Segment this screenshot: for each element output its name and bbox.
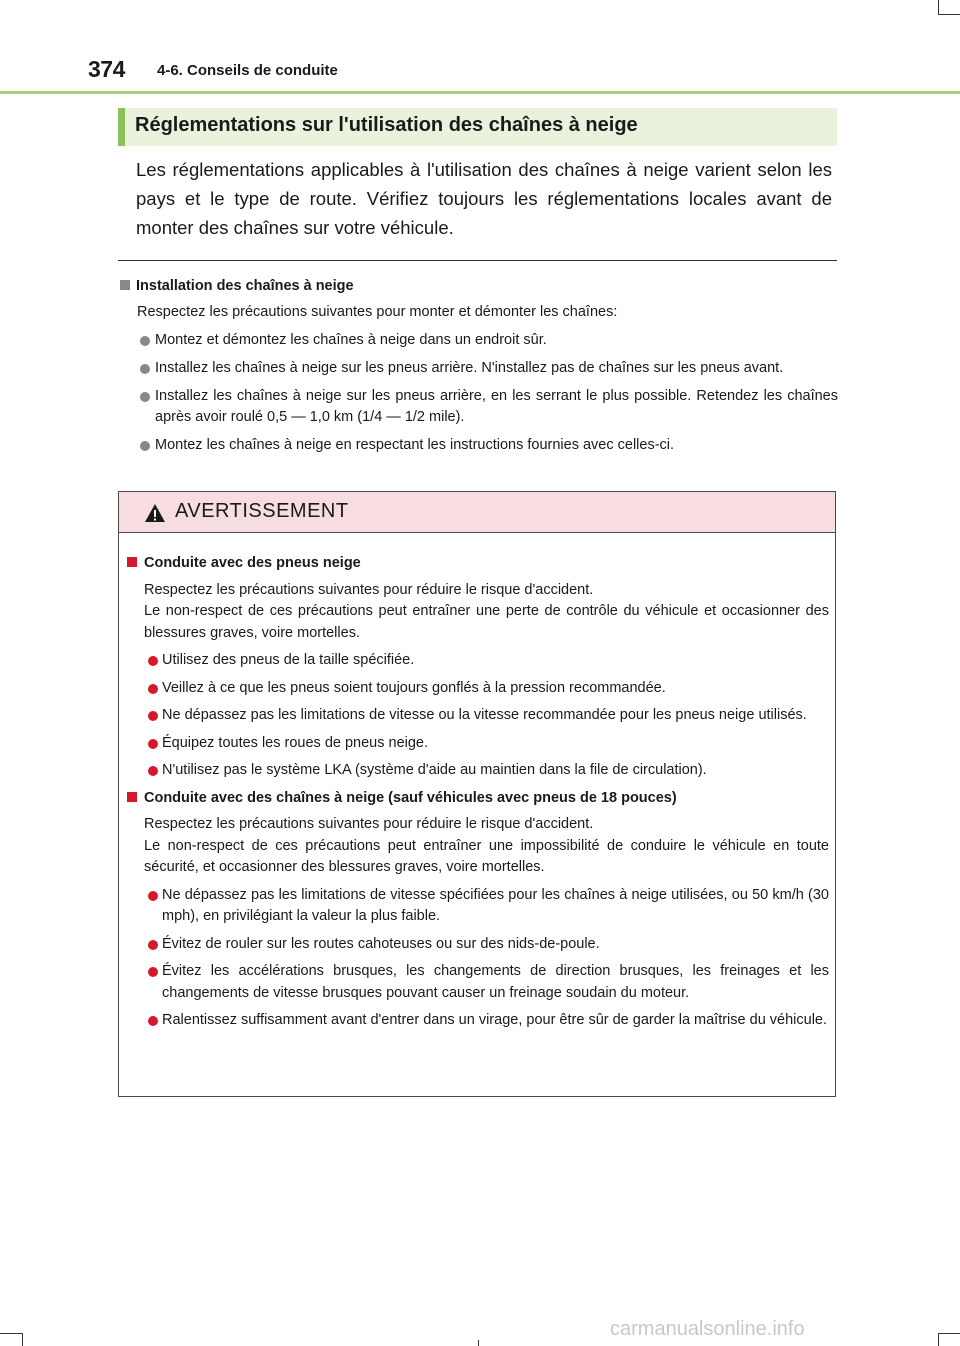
crop-mark [938,14,960,15]
warning-list-text: Ralentissez suffisamment avant d'entrer dans un virage, pour être sûr de garder la maîtrise du véhicule. [162,1012,828,1028]
warning-list-text: Évitez les accélérations brusques, les changements de direction brusques, les freinages et les changements de vitesse brusques pouvant causer un freinage soudain du moteur. [162,963,829,1001]
round-bullet-icon [148,656,158,666]
warning-subheading-text: Conduite avec des chaînes à neige (sauf véhicules avec pneus de 18 pouces) [144,789,677,806]
warning-header [119,492,835,533]
warning-list-text: Ne dépassez pas les limitations de vitesse ou la vitesse recommandée pour les pneus neige utilisés. [162,707,807,723]
crop-mark [0,1333,22,1334]
crop-mark [478,1340,479,1346]
warning-subheading [127,553,829,575]
page-number: 374 [88,56,125,82]
warning-list-item [127,733,829,755]
warning-label: AVERTISSEMENT [175,500,349,522]
footer-watermark: carmanualsonline.info [610,1318,805,1340]
section-divider [118,260,837,261]
warning-list-item [127,934,829,956]
installation-lead: Respectez les précautions suivantes pour monter et démonter les chaînes: [137,304,618,320]
warning-body [119,533,835,1032]
round-bullet-icon [140,441,150,451]
warning-list-text: Équipez toutes les roues de pneus neige. [162,734,429,751]
crop-mark [22,1333,23,1346]
warning-list-text: Évitez de rouler sur les routes cahoteuses ou sur des nids-de-poule. [162,935,600,952]
warning-list-item [127,961,829,1004]
installation-title: Installation des chaînes à neige [136,278,354,294]
section-heading-band [118,108,837,146]
list-item-text: Installez les chaînes à neige sur les pneus arrière. N'installez pas de chaînes sur les pneus avant. [155,360,784,376]
installation-heading [120,276,838,297]
warning-lead-line: Respectez les précautions suivantes pour réduire le risque d'accident. [144,581,594,598]
list-item [120,358,838,379]
chapter-title: 4-6. Conseils de conduite [157,62,338,79]
list-item-text: Montez les chaînes à neige en respectant les instructions fournies avec celles-ci. [155,437,675,453]
list-item-text: Installez les chaînes à neige sur les pneus arrière, en les serrant le plus possible. Retendez les chaînes après avoir roulé 0,5 — 1,0 km (1/4 — 1/2 mile). [155,388,838,425]
round-bullet-icon [148,766,158,776]
warning-list-item [127,1010,829,1032]
warning-list-text: Utilisez des pneus de la taille spécifiée. [162,652,415,668]
warning-subheading-text: Conduite avec des pneus neige [144,555,361,571]
warning-list-item [127,678,829,700]
square-bullet-icon [127,792,137,802]
warning-lead [127,814,829,879]
square-bullet-icon [120,280,130,290]
round-bullet-icon [148,967,158,977]
round-bullet-icon [148,739,158,749]
warning-list-text: Ne dépassez pas les limitations de vitesse spécifiées pour les chaînes à neige utilisées, ou 50 km/h (30 mph), en privilégiant la valeur la plus faible. [162,886,829,924]
warning-box [118,491,836,1097]
round-bullet-icon [140,336,150,346]
warning-lead-line: Le non-respect de ces précautions peut entraîner une perte de contrôle du véhicule et occasionner des blessures graves, voire mortelles. [144,603,829,641]
warning-list-item [127,705,829,727]
warning-list-item [127,885,829,928]
crop-mark [938,0,939,14]
intro-paragraph: Les réglementations applicables à l'utilisation des chaînes à neige varient selon les pays et le type de route. Vérifiez toujours les réglementations locales avant de monter des chaînes sur votre véhicule. [136,159,832,238]
list-item [120,330,838,351]
crop-mark [938,1333,960,1334]
list-item [120,435,838,456]
round-bullet-icon [140,364,150,374]
list-item-text: Montez et démontez les chaînes à neige dans un endroit sûr. [155,332,547,348]
warning-triangle-icon [144,503,166,523]
header-rule [0,91,960,94]
warning-list-item [127,650,829,672]
round-bullet-icon [148,940,158,950]
warning-list-item [127,760,829,782]
round-bullet-icon [148,891,158,901]
warning-lead-line: Le non-respect de ces précautions peut entraîner une impossibilité de conduire le véhicule en toute sécurité, et occasionner des blessures graves, voire mortelles. [144,837,829,875]
square-bullet-icon [127,557,137,567]
warning-list-text: N'utilisez pas le système LKA (système d'aide au maintien dans la file de circulation). [162,762,707,778]
round-bullet-icon [148,1016,158,1026]
section-accent-bar [118,108,125,146]
section-title: Réglementations sur l'utilisation des chaînes à neige [135,114,638,136]
warning-lead-line: Respectez les précautions suivantes pour réduire le risque d'accident. [144,816,594,832]
installation-subsection [120,276,838,456]
list-item [120,386,838,428]
warning-list-text: Veillez à ce que les pneus soient toujours gonflés à la pression recommandée. [162,679,666,696]
warning-subheading [127,788,829,810]
round-bullet-icon [148,711,158,721]
round-bullet-icon [140,392,150,402]
round-bullet-icon [148,684,158,694]
warning-lead [127,580,829,645]
crop-mark [938,1333,939,1346]
